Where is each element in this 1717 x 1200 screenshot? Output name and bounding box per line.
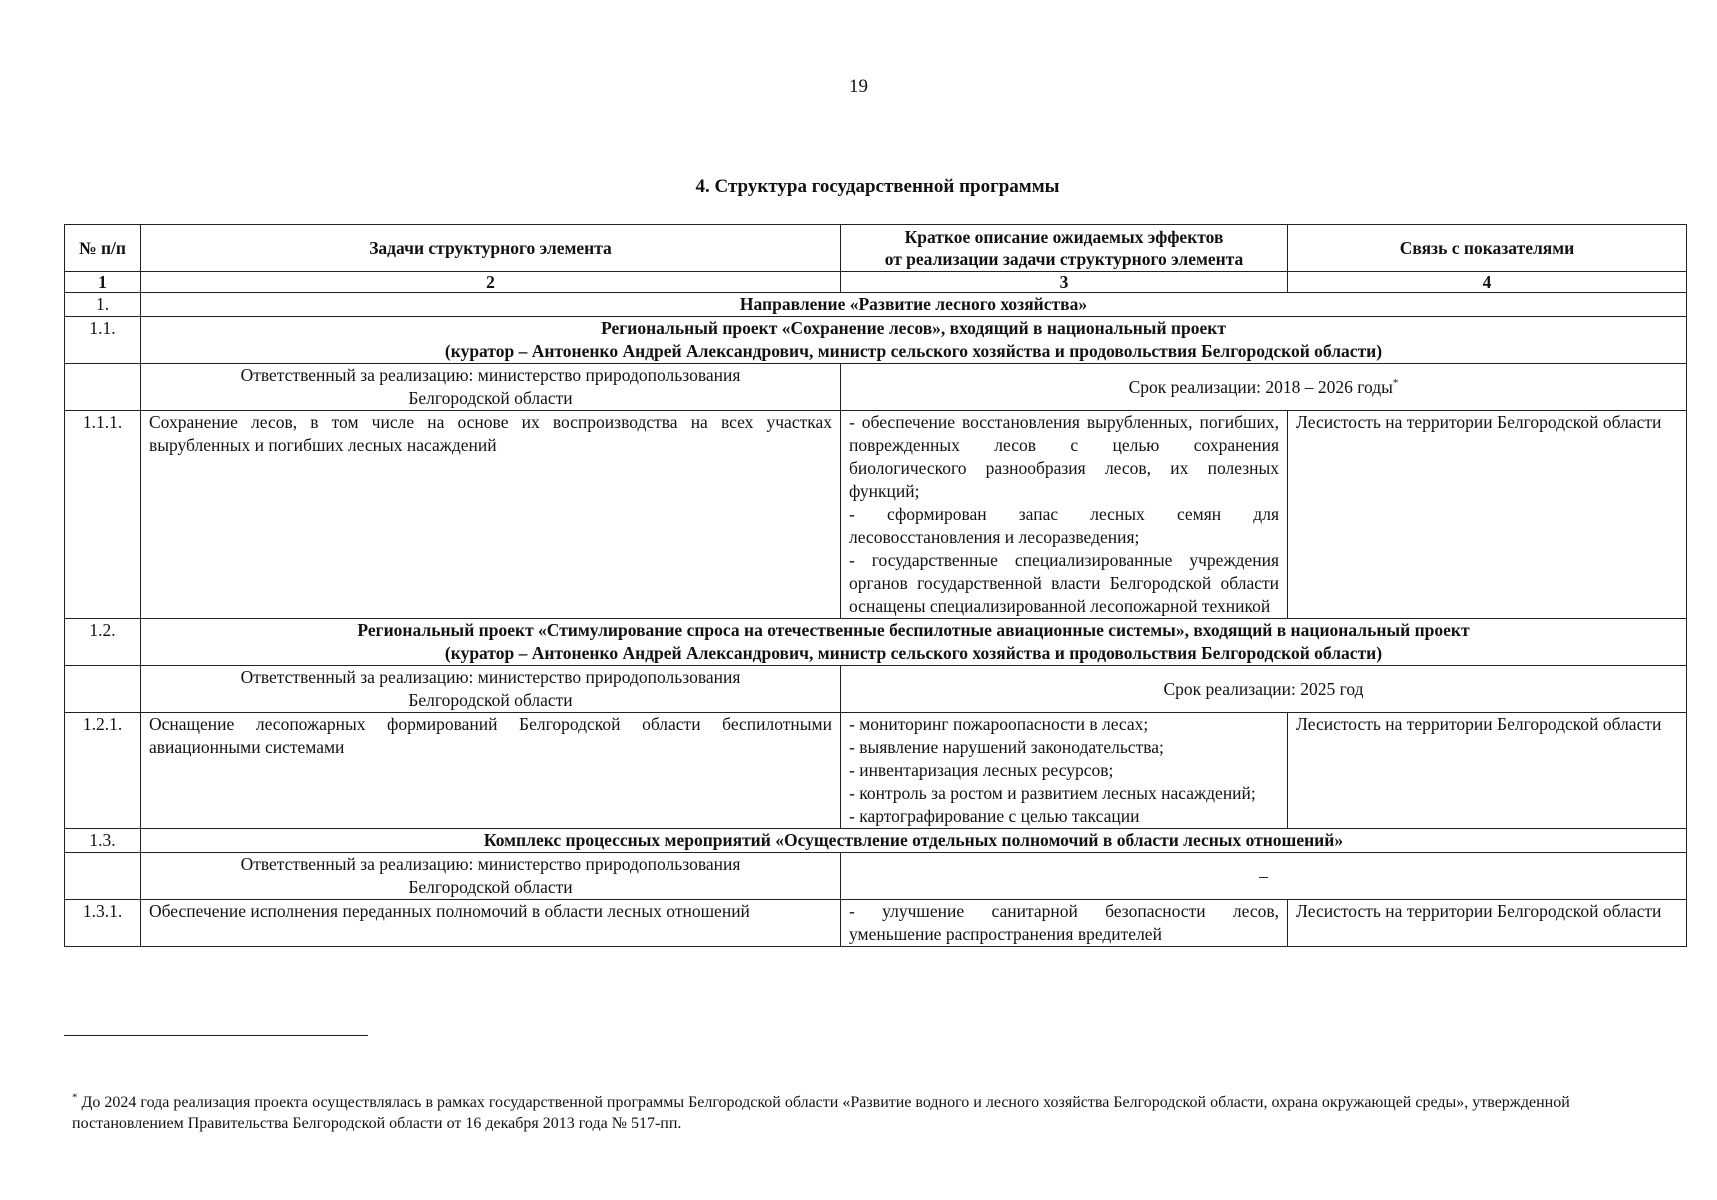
direction-row	[65, 293, 1687, 317]
responsible-cell	[141, 853, 841, 900]
page-number: 19	[849, 76, 868, 97]
task-num: 1.1.1.	[65, 411, 141, 619]
task-row	[65, 900, 1687, 947]
column-numbers-row	[65, 272, 1687, 293]
footnote-mark: *	[72, 1091, 78, 1104]
header-num: № п/п	[65, 225, 141, 272]
term-cell	[841, 364, 1687, 411]
effect-item: - сформирован запас лесных семян для лесовосстановления и лесоразведения;	[849, 504, 1279, 547]
project-num: 1.1.	[65, 317, 141, 364]
empty-cell	[65, 364, 141, 411]
responsible-row	[65, 853, 1687, 900]
col-number-4: 4	[1288, 272, 1687, 293]
effect-item: - улучшение санитарной безопасности лесов, уменьшение распространения вредителей	[849, 901, 1279, 944]
effect-item: - контроль за ростом и развитием лесных насаждений;	[849, 783, 1256, 803]
responsible-line1: Ответственный за реализацию: министерство природопользования	[240, 854, 741, 874]
project-title-line1: Региональный проект «Стимулирование спроса на отечественные беспилотные авиационные системы», входящий в национальный проект	[357, 620, 1470, 640]
complex-row	[65, 829, 1687, 853]
responsible-line2: Белгородской области	[408, 877, 573, 897]
project-curator: (куратор – Антоненко Андрей Александрович, министр сельского хозяйства и продовольствия Белгородской области)	[444, 643, 1383, 663]
footnote-text: До 2024 года реализация проекта осуществлялась в рамках государственной программы Белгородской области «Развитие водного и лесного хозяйства Белгородской области, охрана окружающей среды», утвержденной постановлением Правительства Белгородской области от 16 декабря 2013 года № 517-пп.	[72, 1094, 1570, 1132]
responsible-line2: Белгородской области	[408, 690, 573, 710]
responsible-line2: Белгородской области	[408, 388, 573, 408]
task-num: 1.2.1.	[65, 713, 141, 829]
empty-cell	[65, 853, 141, 900]
complex-num: 1.3.	[65, 829, 141, 853]
effect-item: - выявление нарушений законодательства;	[849, 737, 1164, 757]
direction-title: Направление «Развитие лесного хозяйства»	[141, 293, 1687, 317]
term-text: Срок реализации: 2018 – 2026 годы	[1128, 376, 1393, 397]
task-indicator: Лесистость на территории Белгородской области	[1288, 900, 1687, 947]
direction-num: 1.	[65, 293, 141, 317]
project-row	[65, 619, 1687, 666]
project-title-line1: Региональный проект «Сохранение лесов», входящий в национальный проект	[601, 318, 1226, 338]
header-effects-line2: от реализации задачи структурного элемента	[884, 249, 1244, 269]
project-num: 1.2.	[65, 619, 141, 666]
task-num: 1.3.1.	[65, 900, 141, 947]
footnote-mark: *	[1392, 376, 1399, 389]
term-text: Срок реализации: 2025 год	[1163, 678, 1364, 699]
effect-item: - картографирование с целью таксации	[849, 806, 1140, 826]
empty-cell	[65, 666, 141, 713]
header-tasks: Задачи структурного элемента	[141, 225, 841, 272]
task-row	[65, 713, 1687, 829]
task-text: Оснащение лесопожарных формирований Белгородской области беспилотными авиационными системами	[141, 713, 841, 829]
header-effects-line1: Краткое описание ожидаемых эффектов	[904, 227, 1224, 247]
task-text: Обеспечение исполнения переданных полномочий в области лесных отношений	[141, 900, 841, 947]
project-title	[141, 619, 1687, 666]
project-title	[141, 317, 1687, 364]
task-indicator: Лесистость на территории Белгородской области	[1288, 411, 1687, 619]
responsible-line1: Ответственный за реализацию: министерство природопользования	[240, 667, 741, 687]
term-text: –	[1259, 865, 1268, 886]
responsible-row	[65, 666, 1687, 713]
footnote-divider	[64, 1035, 368, 1036]
task-row	[65, 411, 1687, 619]
col-number-1: 1	[65, 272, 141, 293]
footnote	[72, 1092, 1632, 1134]
task-effects	[841, 713, 1288, 829]
task-indicator: Лесистость на территории Белгородской области	[1288, 713, 1687, 829]
header-effects	[841, 225, 1288, 272]
project-curator: (куратор – Антоненко Андрей Александрович, министр сельского хозяйства и продовольствия Белгородской области)	[444, 341, 1383, 361]
effect-item: - мониторинг пожароопасности в лесах;	[849, 714, 1149, 734]
complex-title: Комплекс процессных мероприятий «Осуществление отдельных полномочий в области лесных отношений»	[141, 829, 1687, 853]
term-cell	[841, 853, 1687, 900]
header-indicators: Связь с показателями	[1288, 225, 1687, 272]
effect-item: - обеспечение восстановления вырубленных, погибших, поврежденных лесов с целью сохранения биологического разнообразия лесов, их полезных функций;	[849, 412, 1279, 501]
responsible-line1: Ответственный за реализацию: министерство природопользования	[240, 365, 741, 385]
responsible-cell	[141, 666, 841, 713]
col-number-2: 2	[141, 272, 841, 293]
task-effects	[841, 411, 1288, 619]
responsible-row	[65, 364, 1687, 411]
project-row	[65, 317, 1687, 364]
effect-item: - инвентаризация лесных ресурсов;	[849, 760, 1114, 780]
task-effects	[841, 900, 1288, 947]
col-number-3: 3	[841, 272, 1288, 293]
task-text: Сохранение лесов, в том числе на основе их воспроизводства на всех участках вырубленных и погибших лесных насаждений	[141, 411, 841, 619]
section-title: 4. Структура государственной программы	[695, 176, 1060, 197]
program-structure-table	[64, 224, 1687, 947]
responsible-cell	[141, 364, 841, 411]
effect-item: - государственные специализированные учреждения органов государственной власти Белгородской области оснащены специализированной лесопожарной техникой	[849, 550, 1279, 616]
term-cell	[841, 666, 1687, 713]
header-row	[65, 225, 1687, 272]
